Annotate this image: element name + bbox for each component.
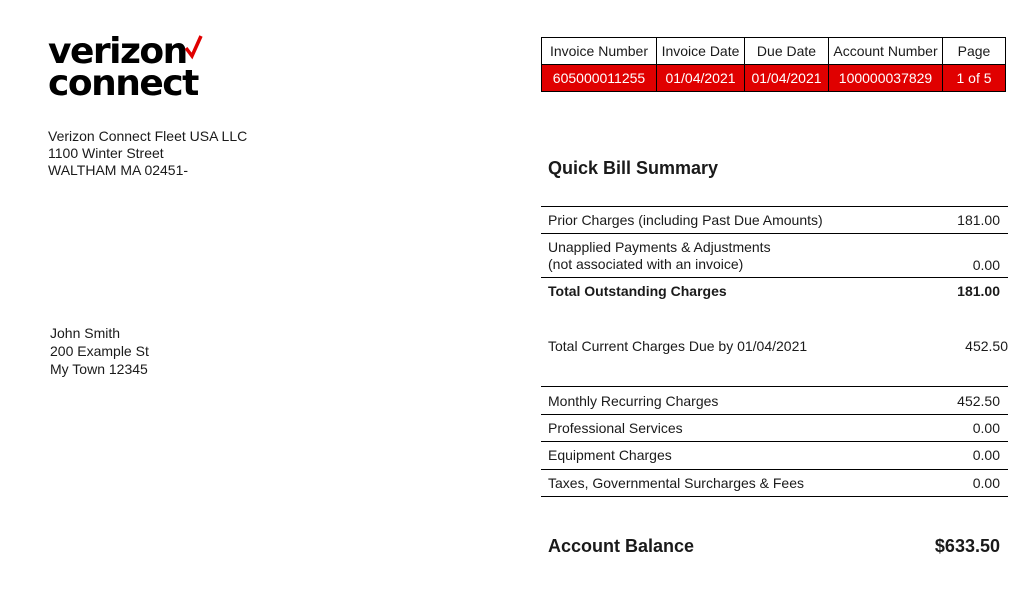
summary-row-total-outstanding [541, 277, 1008, 305]
logo-text-connect: connect [48, 63, 198, 104]
monthly-label: Monthly Recurring Charges [548, 393, 719, 409]
sender-city: WALTHAM MA 02451- [48, 162, 189, 178]
recipient-street: 200 Example St [50, 343, 149, 359]
value-due-date: 01/04/2021 [745, 65, 829, 92]
recipient-city: My Town 12345 [50, 361, 148, 377]
quick-bill-summary-title: Quick Bill Summary [548, 158, 719, 178]
current-charges-amount: 452.50 [965, 338, 1008, 354]
equipment-label: Equipment Charges [548, 447, 672, 463]
unapplied-label [548, 239, 771, 273]
summary-row-prior-charges [541, 206, 1008, 234]
prior-charges-label: Prior Charges (including Past Due Amounts) [548, 212, 823, 228]
header-page: Page [943, 38, 1006, 65]
equipment-amount: 0.00 [972, 447, 1000, 463]
prior-charges-amount: 181.00 [957, 212, 1000, 228]
monthly-amount: 452.50 [957, 393, 1000, 409]
total-outstanding-label: Total Outstanding Charges [548, 283, 727, 299]
account-balance-label: Account Balance [548, 536, 695, 556]
sender-address [48, 128, 247, 179]
taxes-label: Taxes, Governmental Surcharges & Fees [548, 475, 805, 491]
invoice-header-row [542, 38, 1006, 65]
header-due-date: Due Date [745, 38, 829, 65]
value-account-number: 100000037829 [829, 65, 943, 92]
current-charges-label: Total Current Charges Due by 01/04/2021 [548, 338, 808, 354]
taxes-amount: 0.00 [972, 475, 1000, 491]
value-invoice-number: 605000011255 [542, 65, 657, 92]
unapplied-amount: 0.00 [972, 257, 1000, 273]
summary-row-monthly [541, 386, 1008, 414]
header-invoice-number: Invoice Number [542, 38, 657, 65]
recipient-name: John Smith [50, 325, 121, 341]
professional-label: Professional Services [548, 420, 683, 436]
value-invoice-date: 01/04/2021 [657, 65, 745, 92]
summary-row-unapplied [541, 233, 1008, 278]
summary-bottom-divider [541, 496, 1008, 497]
professional-amount: 0.00 [972, 420, 1000, 436]
invoice-values-row [542, 65, 1006, 92]
summary-row-equipment [541, 441, 1008, 469]
summary-row-taxes [541, 469, 1008, 497]
total-outstanding-amount: 181.00 [957, 283, 1000, 299]
verizon-connect-logo [48, 31, 218, 106]
summary-row-professional [541, 414, 1008, 442]
account-balance-amount: $633.50 [934, 536, 1000, 556]
logo-text-verizon: verizon [48, 31, 187, 72]
recipient-address [50, 324, 149, 378]
sender-company: Verizon Connect Fleet USA LLC [48, 128, 248, 144]
sender-street: 1100 Winter Street [48, 145, 164, 161]
unapplied-label-line1: Unapplied Payments & Adjustments [548, 239, 771, 255]
checkmark-icon [184, 34, 204, 60]
unapplied-label-line2: (not associated with an invoice) [548, 256, 744, 272]
header-account-number: Account Number [829, 38, 943, 65]
invoice-header-table [541, 37, 1006, 92]
header-invoice-date: Invoice Date [657, 38, 745, 65]
value-page: 1 of 5 [943, 65, 1006, 92]
